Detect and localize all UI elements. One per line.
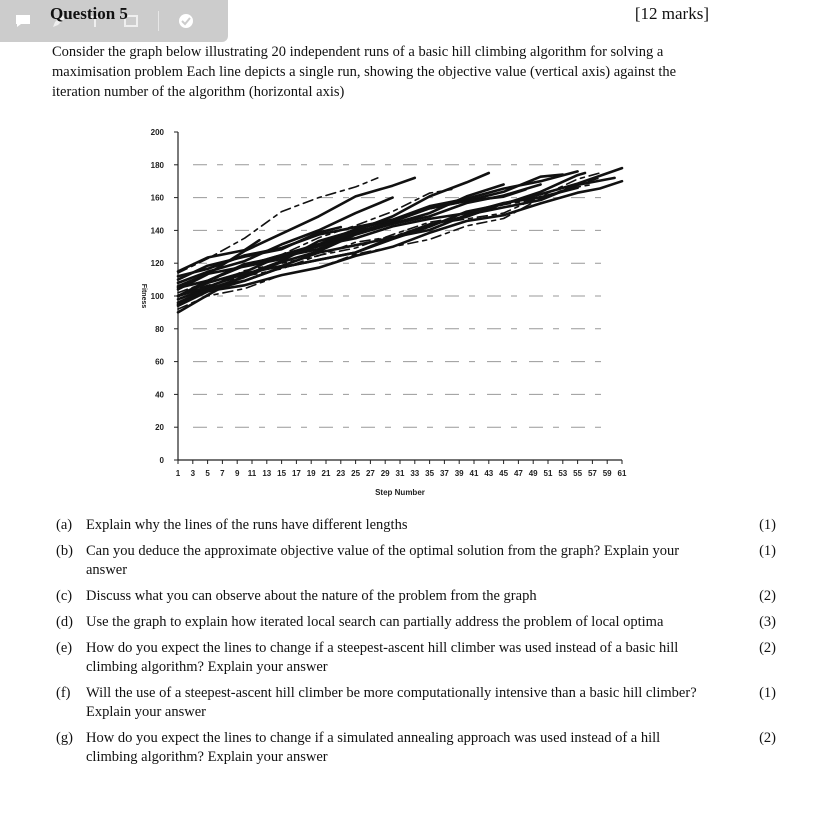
sub-question-label: (f) — [56, 685, 71, 701]
x-tick-label: 43 — [484, 469, 494, 478]
x-tick-label: 47 — [513, 469, 523, 478]
x-tick-label: 61 — [617, 469, 627, 478]
sub-question-marks: (1) — [759, 517, 776, 533]
sub-question-label: (g) — [56, 730, 73, 746]
run-line — [178, 181, 622, 304]
question-total-marks: [12 marks] — [634, 4, 709, 23]
sub-question-text: How do you expect the lines to change if a steepest-ascent hill climber was used instead of a basic hill climbing algorithm? Explain your answer — [86, 640, 679, 675]
sub-question-text: Discuss what you can observe about the nature of the problem from the graph — [86, 588, 537, 604]
y-tick-label: 160 — [150, 193, 164, 203]
x-tick-label: 15 — [277, 469, 287, 478]
x-tick-label: 3 — [190, 469, 196, 478]
run-line — [178, 173, 585, 299]
sub-question-label: (c) — [56, 588, 73, 604]
sub-question-marks: (2) — [759, 730, 776, 746]
sub-question-marks: (2) — [759, 588, 776, 604]
x-tick-label: 33 — [410, 469, 420, 478]
intro-text: Consider the graph below illustrating 20 independent runs of a basic hill climbing algorithm for solving a maximisation problem Each line depicts a single run, showing the objective value (vertical axis) against the iteration number of the algorithm (horizontal axis) — [52, 44, 677, 100]
comment-icon[interactable] — [14, 12, 32, 30]
x-tick-label: 27 — [365, 469, 375, 478]
y-tick-label: 100 — [150, 292, 164, 301]
x-tick-label: 31 — [395, 469, 405, 478]
x-tick-label: 57 — [587, 469, 597, 478]
sub-question — [56, 613, 776, 632]
question-title: Question 5 — [50, 4, 128, 23]
sub-question-text: Can you deduce the approximate objective value of the optimal solution from the graph? Explain your answer — [86, 543, 680, 578]
x-tick-label: 1 — [175, 469, 181, 478]
x-tick-label: 53 — [558, 469, 568, 478]
x-tick-label: 25 — [351, 469, 361, 478]
sub-question — [56, 684, 776, 722]
y-tick-label: 200 — [150, 128, 164, 137]
question-intro — [52, 42, 722, 102]
x-tick-label: 59 — [602, 469, 612, 478]
y-tick-label: 120 — [150, 259, 164, 269]
sub-question-marks: (1) — [759, 685, 776, 701]
y-tick-label: 80 — [155, 324, 164, 334]
x-tick-label: 41 — [469, 469, 479, 478]
sub-question-marks: (3) — [759, 614, 776, 630]
sub-question-text: Use the graph to explain how iterated local search can partially address the problem of local optima — [86, 614, 664, 630]
sub-question-label: (b) — [56, 543, 73, 559]
x-tick-label: 17 — [291, 469, 301, 478]
sub-question-label: (e) — [56, 640, 73, 656]
sub-question-marks: (2) — [759, 640, 776, 656]
sub-question-text: Will the use of a steepest-ascent hill climber be more computationally intensive than a basic hill climber? Explain your answer — [86, 685, 697, 720]
sub-question-label: (a) — [56, 517, 73, 533]
x-tick-label: 21 — [321, 469, 331, 478]
x-tick-label: 49 — [528, 469, 538, 478]
x-tick-label: 29 — [380, 469, 390, 478]
y-axis-label: Fitness — [140, 283, 147, 309]
sub-question — [56, 729, 776, 767]
sub-question-label: (d) — [56, 614, 73, 630]
stamp-icon[interactable] — [177, 12, 195, 30]
sub-question — [56, 516, 776, 535]
x-tick-label: 23 — [336, 469, 346, 478]
x-tick-label: 9 — [234, 469, 240, 478]
x-tick-label: 19 — [306, 469, 316, 478]
sub-question-marks: (1) — [759, 543, 776, 559]
x-tick-label: 35 — [425, 469, 435, 478]
x-tick-label: 39 — [454, 469, 464, 478]
x-tick-label: 13 — [262, 469, 272, 478]
sub-questions — [56, 516, 776, 774]
y-tick-label: 0 — [159, 456, 164, 465]
y-tick-label: 60 — [155, 357, 164, 367]
x-tick-label: 7 — [220, 469, 225, 478]
x-tick-label: 55 — [573, 469, 583, 478]
y-tick-label: 40 — [155, 390, 164, 400]
x-tick-label: 5 — [205, 469, 210, 478]
x-tick-label: 51 — [543, 469, 553, 478]
y-tick-label: 180 — [150, 160, 164, 170]
sub-question — [56, 587, 776, 606]
sub-question — [56, 639, 776, 677]
fitness-chart — [120, 120, 640, 505]
x-tick-label: 37 — [439, 469, 449, 478]
x-tick-label: 11 — [247, 469, 257, 478]
x-tick-label: 45 — [499, 469, 509, 478]
sub-question — [56, 542, 776, 580]
sub-question-text: Explain why the lines of the runs have different lengths — [86, 517, 408, 533]
sub-question-text: How do you expect the lines to change if a simulated annealing approach was used instead of a hill climbing algorithm? Explain your answer — [86, 730, 661, 765]
x-axis-label: Step Number — [375, 488, 425, 497]
y-tick-label: 140 — [150, 226, 164, 236]
y-tick-label: 20 — [155, 423, 164, 433]
toolbar-divider — [158, 11, 159, 31]
